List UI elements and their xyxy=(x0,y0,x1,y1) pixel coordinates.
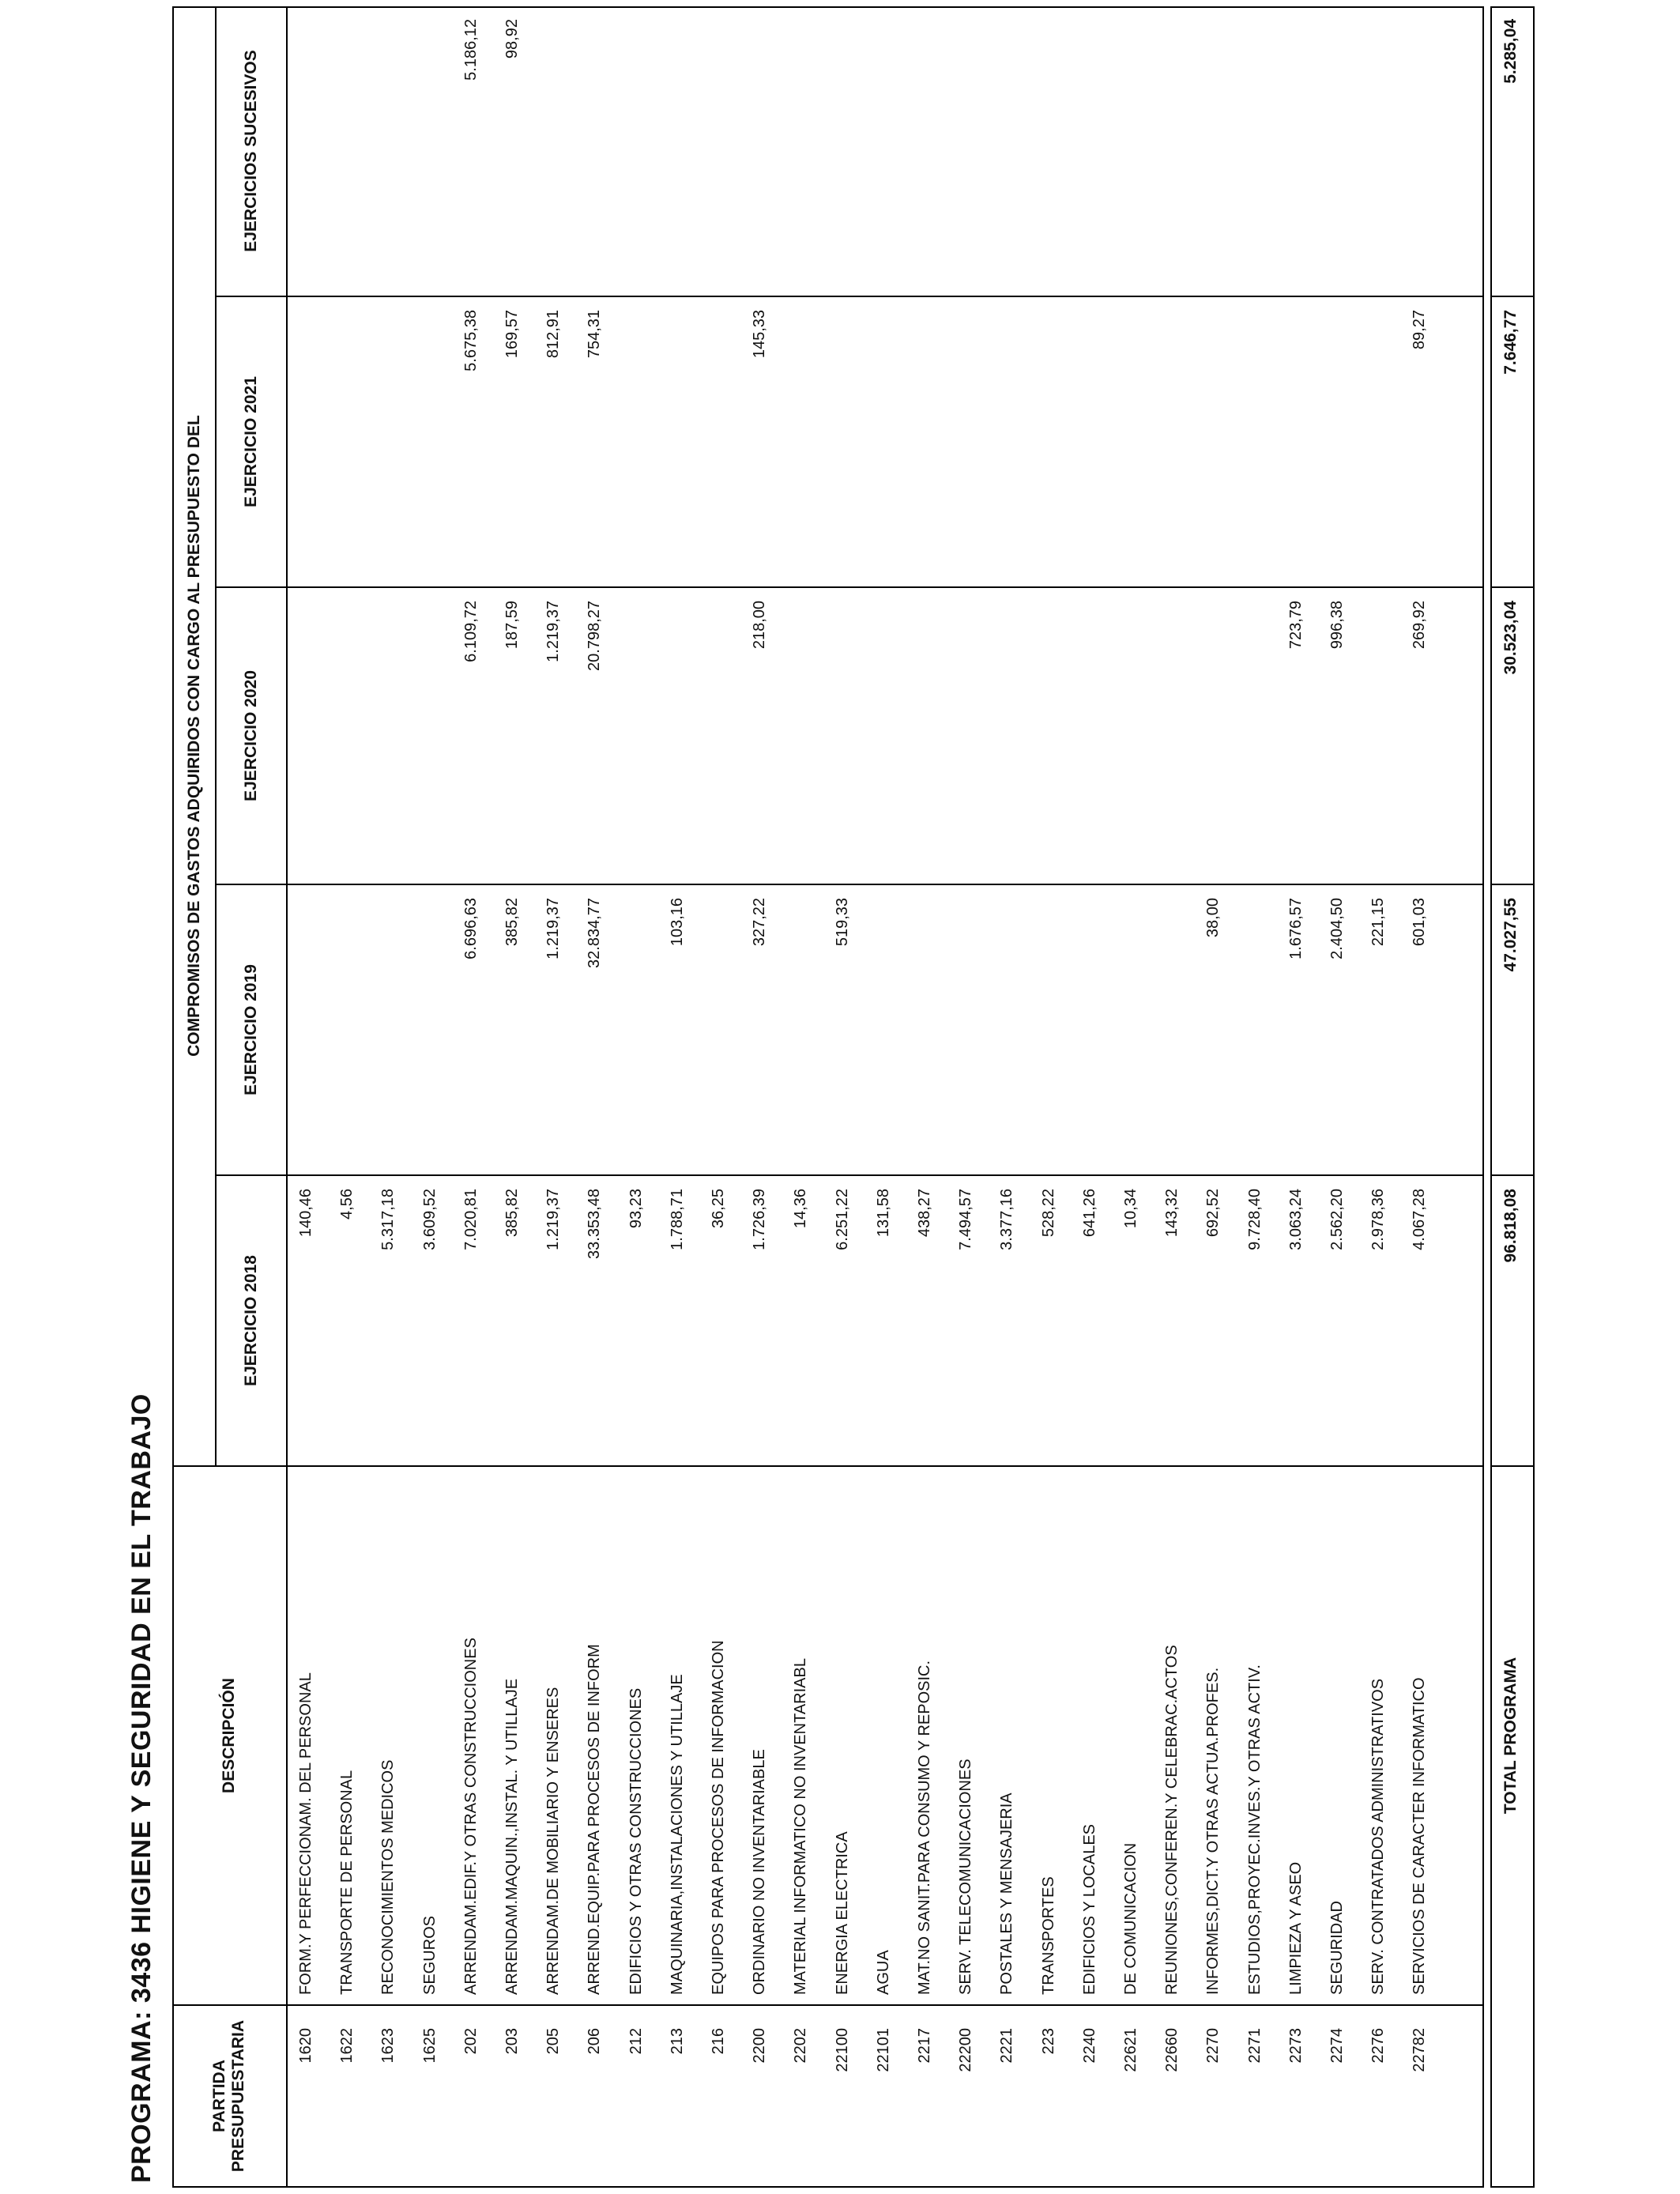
total-col-line-4 xyxy=(1490,586,1535,588)
cell-2018: 4,56 xyxy=(338,1189,356,1220)
cell-partida: 2276 xyxy=(1369,2028,1388,2064)
header-ejercicio-2019: EJERCICIO 2019 xyxy=(242,964,260,1095)
page-title: PROGRAMA: 3436 HIGIENE Y SEGURIDAD EN EL TRABAJO xyxy=(126,1393,156,2183)
cell-partida: 2200 xyxy=(751,2028,769,2064)
cell-2018: 36,25 xyxy=(710,1189,727,1229)
cell-partida: 213 xyxy=(668,2028,686,2055)
cell-descripcion: DE COMUNICACION xyxy=(1122,1842,1139,1995)
cell-descripcion: ENERGIA ELECTRICA xyxy=(833,1831,851,1995)
cell-descripcion: SEGURIDAD xyxy=(1328,1901,1346,1995)
cell-partida: 2270 xyxy=(1204,2028,1222,2064)
cell-partida: 22660 xyxy=(1163,2028,1181,2072)
cell-2020: 1.219,37 xyxy=(544,601,563,662)
cell-descripcion: SEGUROS xyxy=(420,1915,439,1995)
cell-2018: 528,22 xyxy=(1039,1189,1057,1238)
col-line-1 xyxy=(172,2004,1484,2006)
cell-2021: 812,91 xyxy=(544,310,563,359)
cell-descripcion: SERVICIOS DE CARACTER INFORMATICO xyxy=(1411,1677,1429,1995)
cell-2020: 6.109,72 xyxy=(461,601,480,662)
cell-2020: 269,92 xyxy=(1411,601,1429,650)
col-line-3 xyxy=(215,1174,1484,1176)
total-col-line-2 xyxy=(1490,1174,1535,1176)
cell-2018: 1.788,71 xyxy=(668,1189,686,1250)
cell-2021: 89,27 xyxy=(1411,310,1429,350)
cell-2019: 519,33 xyxy=(833,898,851,947)
cell-2018: 385,82 xyxy=(503,1189,521,1238)
cell-partida: 22101 xyxy=(874,2028,892,2072)
header-ejercicio-2021: EJERCICIO 2021 xyxy=(242,376,260,507)
cell-descripcion: ESTUDIOS,PROYEC.INVES.Y OTRAS ACTIV. xyxy=(1245,1664,1264,1995)
cell-descripcion: EDIFICIOS Y OTRAS CONSTRUCCIONES xyxy=(627,1687,645,1995)
cell-descripcion: FORM.Y PERFECCIONAM. DEL PERSONAL xyxy=(297,1672,315,1995)
cell-descripcion: RECONOCIMIENTOS MEDICOS xyxy=(379,1759,397,1995)
cell-2018: 93,23 xyxy=(627,1189,645,1229)
cell-2018: 7.494,57 xyxy=(957,1189,975,1250)
cell-descripcion: MAT.NO SANIT.PARA CONSUMO Y REPOSIC. xyxy=(916,1660,933,1995)
cell-2021: 169,57 xyxy=(503,310,521,359)
cell-descripcion: SERV. TELECOMUNICACIONES xyxy=(957,1759,975,1995)
cell-2021: 5.675,38 xyxy=(461,310,480,371)
cell-2018: 33.353,48 xyxy=(586,1189,604,1259)
total-2021: 7.646,77 xyxy=(1501,310,1520,375)
cell-descripcion: EQUIPOS PARA PROCESOS DE INFORMACION xyxy=(710,1640,727,1995)
cell-partida: 216 xyxy=(710,2028,727,2055)
cell-sucesivos: 5.186,12 xyxy=(461,19,480,81)
cell-2018: 14,36 xyxy=(792,1189,810,1229)
cell-2018: 1.219,37 xyxy=(544,1189,563,1250)
col-line-5 xyxy=(215,586,1484,588)
cell-partida: 2240 xyxy=(1080,2028,1098,2064)
cell-sucesivos: 98,92 xyxy=(503,19,521,59)
cell-partida: 22100 xyxy=(833,2028,851,2072)
cell-descripcion: LIMPIEZA Y ASEO xyxy=(1286,1861,1305,1995)
header-partida-line1: PARTIDA xyxy=(210,2060,228,2132)
cell-2019: 601,03 xyxy=(1411,898,1429,947)
cell-2018: 3.063,24 xyxy=(1286,1189,1305,1250)
cell-2018: 692,52 xyxy=(1204,1189,1222,1238)
cell-2019: 327,22 xyxy=(751,898,769,947)
cell-descripcion: POSTALES Y MENSAJERIA xyxy=(998,1793,1016,1995)
cell-descripcion: EDIFICIOS Y LOCALES xyxy=(1080,1823,1098,1995)
cell-partida: 212 xyxy=(627,2028,645,2055)
cell-descripcion: REUNIONES,CONFEREN.Y CELEBRAC.ACTOS xyxy=(1163,1645,1181,1995)
total-label: TOTAL PROGRAMA xyxy=(1501,1657,1520,1815)
cell-partida: 1625 xyxy=(420,2028,439,2064)
cell-2018: 143,32 xyxy=(1163,1189,1181,1238)
cell-descripcion: INFORMES,DICT.Y OTRAS ACTUA.PROFES. xyxy=(1204,1667,1222,1995)
header-group: COMPROMISOS DE GASTOS ADQUIRIDOS CON CARGO AL PRESUPUESTO DEL xyxy=(185,415,203,1057)
cell-2019: 1.219,37 xyxy=(544,898,563,959)
cell-2018: 641,26 xyxy=(1080,1189,1098,1238)
header-partida-line2: PRESUPUESTARIA xyxy=(229,2019,247,2173)
total-col-line-5 xyxy=(1490,296,1535,297)
total-sucesivos: 5.285,04 xyxy=(1501,19,1520,84)
cell-partida: 2221 xyxy=(998,2028,1016,2064)
cell-partida: 206 xyxy=(586,2028,604,2055)
cell-2019: 1.676,57 xyxy=(1286,898,1305,959)
cell-2018: 2.562,20 xyxy=(1328,1189,1346,1250)
col-line-6 xyxy=(215,296,1484,297)
cell-2020: 218,00 xyxy=(751,601,769,650)
cell-2018: 5.317,18 xyxy=(379,1189,397,1250)
cell-descripcion: MATERIAL INFORMATICO NO INVENTARIABL xyxy=(792,1658,810,1995)
cell-2019: 32.834,77 xyxy=(586,898,604,968)
header-ejercicio-2018: EJERCICIO 2018 xyxy=(242,1255,260,1386)
header-divider xyxy=(286,6,288,2188)
cell-2019: 2.404,50 xyxy=(1328,898,1346,959)
cell-partida: 1623 xyxy=(379,2028,397,2064)
cell-2018: 3.377,16 xyxy=(998,1189,1016,1250)
cell-2018: 438,27 xyxy=(916,1189,933,1238)
cell-2020: 187,59 xyxy=(503,601,521,650)
header-ejercicio-2020: EJERCICIO 2020 xyxy=(242,670,260,801)
cell-2018: 2.978,36 xyxy=(1369,1189,1388,1250)
cell-2018: 4.067,28 xyxy=(1411,1189,1429,1250)
cell-partida: 2271 xyxy=(1245,2028,1264,2064)
header-descripcion: DESCRIPCIÓN xyxy=(220,1678,238,1793)
cell-2020: 723,79 xyxy=(1286,601,1305,650)
cell-partida: 22621 xyxy=(1122,2028,1139,2072)
cell-partida: 1620 xyxy=(297,2028,315,2064)
cell-partida: 22200 xyxy=(957,2028,975,2072)
cell-descripcion: ARRENDAM.EDIF.Y OTRAS CONSTRUCCIONES xyxy=(461,1638,480,1995)
cell-2021: 145,33 xyxy=(751,310,769,359)
cell-partida: 2202 xyxy=(792,2028,810,2064)
cell-2018: 7.020,81 xyxy=(461,1189,480,1250)
cell-2021: 754,31 xyxy=(586,310,604,359)
cell-partida: 2273 xyxy=(1286,2028,1305,2064)
cell-partida: 205 xyxy=(544,2028,563,2055)
cell-descripcion: MAQUINARIA,INSTALACIONES Y UTILLAJE xyxy=(668,1674,686,1995)
cell-descripcion: TRANSPORTES xyxy=(1039,1876,1057,1995)
cell-descripcion: TRANSPORTE DE PERSONAL xyxy=(338,1770,356,1995)
cell-2019: 103,16 xyxy=(668,898,686,947)
total-2020: 30.523,04 xyxy=(1501,601,1520,675)
cell-2019: 38,00 xyxy=(1204,898,1222,938)
cell-partida: 223 xyxy=(1039,2028,1057,2055)
cell-descripcion: AGUA xyxy=(874,1950,892,1995)
cell-2018: 6.251,22 xyxy=(833,1189,851,1250)
cell-2019: 221,15 xyxy=(1369,898,1388,947)
cell-2018: 131,58 xyxy=(874,1189,892,1238)
col-line-4 xyxy=(215,884,1484,885)
cell-descripcion: ARREND.EQUIP.PARA PROCESOS DE INFORM xyxy=(586,1644,604,1995)
total-2018: 96.818,08 xyxy=(1501,1189,1520,1263)
cell-partida: 203 xyxy=(503,2028,521,2055)
cell-partida: 2274 xyxy=(1328,2028,1346,2064)
cell-2018: 9.728,40 xyxy=(1245,1189,1264,1250)
total-col-line-3 xyxy=(1490,884,1535,885)
cell-descripcion: ORDINARIO NO INVENTARIABLE xyxy=(751,1749,769,1995)
cell-descripcion: ARRENDAM.DE MOBILIARIO Y ENSERES xyxy=(544,1687,563,1995)
group-header-divider xyxy=(215,6,217,1467)
cell-2018: 10,34 xyxy=(1122,1189,1139,1229)
cell-2020: 996,38 xyxy=(1328,601,1346,650)
cell-partida: 202 xyxy=(461,2028,480,2055)
col-line-2 xyxy=(172,1465,1484,1467)
cell-2020: 20.798,27 xyxy=(586,601,604,671)
cell-2018: 1.726,39 xyxy=(751,1189,769,1250)
cell-descripcion: SERV. CONTRATADOS ADMINISTRATIVOS xyxy=(1369,1678,1388,1995)
header-ejercicios-sucesivos: EJERCICIOS SUCESIVOS xyxy=(242,50,260,252)
cell-partida: 1622 xyxy=(338,2028,356,2064)
cell-partida: 2217 xyxy=(916,2028,933,2064)
cell-2018: 3.609,52 xyxy=(420,1189,439,1250)
total-2019: 47.027,55 xyxy=(1501,898,1520,972)
cell-2019: 6.696,63 xyxy=(461,898,480,959)
cell-descripcion: ARRENDAM.MAQUIN.,INSTAL. Y UTILLAJE xyxy=(503,1678,521,1995)
cell-2019: 385,82 xyxy=(503,898,521,947)
cell-partida: 22782 xyxy=(1411,2028,1429,2072)
cell-2018: 140,46 xyxy=(297,1189,315,1238)
